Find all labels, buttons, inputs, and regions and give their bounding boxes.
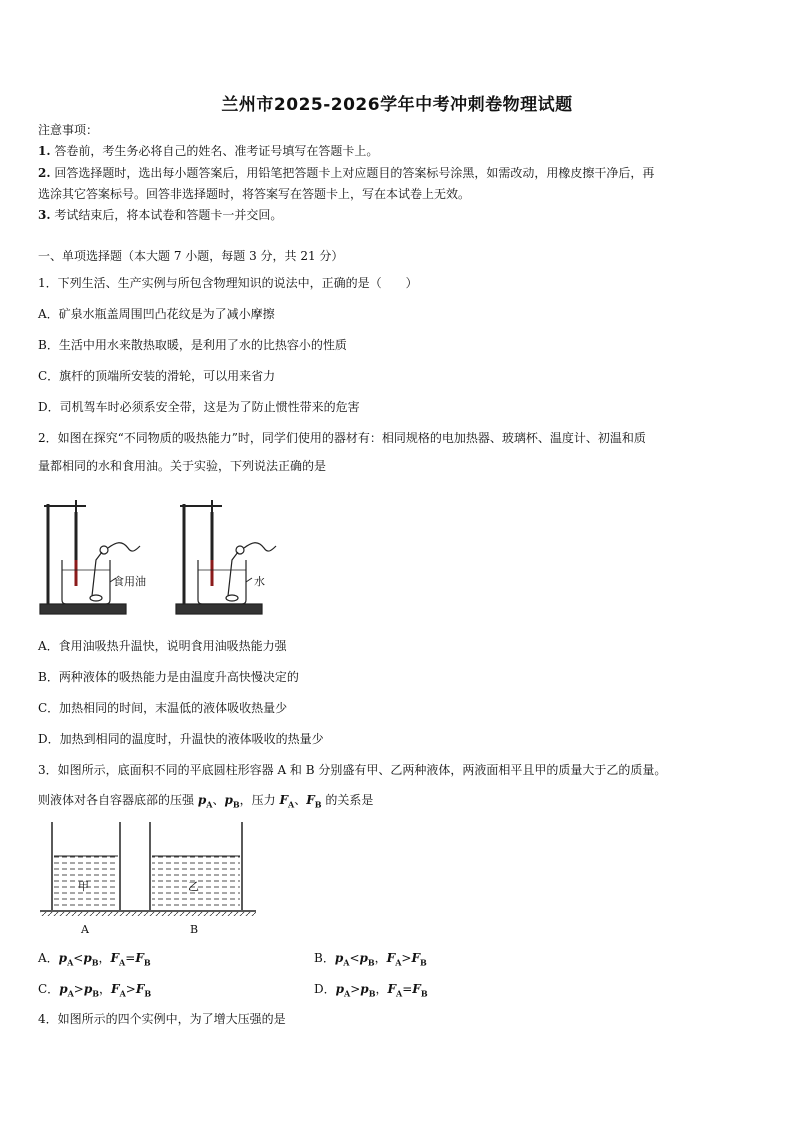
question-2-option-b: B．两种液体的吸热能力是由温度升高快慢决定的 xyxy=(38,670,299,684)
notice-item xyxy=(38,142,378,159)
label-container-a: A xyxy=(81,923,89,936)
container-b xyxy=(150,822,242,910)
question-4-stem: 4．如图所示的四个实例中，为了增大压强的是 xyxy=(38,1012,286,1026)
option-relation: = xyxy=(125,951,136,965)
option-relation: > xyxy=(125,982,136,996)
option-relation: > xyxy=(401,951,412,965)
option-letter: D． xyxy=(314,982,336,996)
label-oil: 食用油 xyxy=(113,575,146,588)
option-relation: < xyxy=(349,951,360,965)
notice-item-text: 回答选择题时，选出每小题答案后，用铅笔把答题卡上对应题目的答案标号涂黑，如需改动，用橡皮擦干净后，再 xyxy=(54,166,655,180)
container-a xyxy=(52,822,120,910)
label-container-b: B xyxy=(190,923,199,936)
option-relation: < xyxy=(73,951,84,965)
apparatus-oil xyxy=(40,500,140,614)
notice-item-continuation: 选涂其它答案标号。回答非选择题时，将答案写在答题卡上，写在本试卷上无效。 xyxy=(38,187,471,201)
question-1-option-d: D．司机驾车时必须系安全带，这是为了防止惯性带来的危害 xyxy=(38,400,360,414)
stem-text: 则液体对各自容器底部的压强 xyxy=(38,793,198,807)
page-title: 兰州市2025-2026学年中考冲刺卷物理试题 xyxy=(221,95,573,115)
question-3-option-b: B．$p_A<p_B$，$F_A>F_B$ xyxy=(314,951,427,968)
label-water: 水 xyxy=(254,575,265,588)
question-3-option-a: A．$p_A<p_B$，$F_A=F_B$ xyxy=(38,951,151,968)
question-2-stem-line2: 量都相同的水和食用油。关于实验，下列说法正确的是 xyxy=(38,459,327,473)
question-3-option-d: D．$p_A>p_B$，$F_A=F_B$ xyxy=(314,982,428,999)
notice-heading: 注意事项： xyxy=(38,123,99,137)
question-3-stem-line1: 3．如图所示，底面积不同的平底圆柱形容器 A 和 B 分别盛有甲、乙两种液体，两液面相平且甲的质量大于乙的质量。 xyxy=(38,763,667,777)
notice-item xyxy=(38,206,282,223)
question-3-option-c: C．$p_A>p_B$，$F_A>F_B$ xyxy=(38,982,152,999)
label-yi: 乙 xyxy=(188,880,199,893)
option-letter: B． xyxy=(314,951,335,965)
stem-text: 的关系是 xyxy=(321,793,374,807)
question-3-stem-line2: 则液体对各自容器底部的压强 $p_A$、$p_B$，压力 $F_A$、$F_B$ 的关系是 xyxy=(38,793,374,810)
option-relation: > xyxy=(350,982,361,996)
notice-item-number: 2. xyxy=(38,166,51,180)
notice-item-number: 1. xyxy=(38,144,51,158)
question-2-option-c: C．加热相同的时间，末温低的液体吸收热量少 xyxy=(38,701,288,715)
notice-item xyxy=(38,164,654,181)
question-2-figure xyxy=(36,490,286,620)
notice-item-number: 3. xyxy=(38,208,51,222)
question-1-option-c: C．旗杆的顶端所安装的滑轮，可以用来省力 xyxy=(38,369,276,383)
option-letter: A． xyxy=(38,951,59,965)
question-1-option-b: B．生活中用水来散热取暖，是利用了水的比热容小的性质 xyxy=(38,338,347,352)
question-1-stem: 1．下列生活、生产实例与所包含物理知识的说法中，正确的是（ ） xyxy=(38,276,418,290)
label-jia: 甲 xyxy=(78,880,89,893)
question-3-figure xyxy=(38,818,260,918)
apparatus-water xyxy=(176,500,276,614)
section-heading: 一、单项选择题（本大题 7 小题，每题 3 分，共 21 分） xyxy=(38,249,344,263)
option-letter: C． xyxy=(38,982,60,996)
question-2-option-a: A．食用油吸热升温快，说明食用油吸热能力强 xyxy=(38,639,287,653)
stem-text: ，压力 xyxy=(239,793,280,807)
question-2-stem-line1: 2．如图在探究“不同物质的吸热能力”时，同学们使用的器材有：相同规格的电加热器、玻璃杯、温度计、初温和质 xyxy=(38,431,646,445)
option-relation: > xyxy=(73,982,84,996)
option-relation: = xyxy=(402,982,413,996)
notice-item-text: 答卷前，考生务必将自己的姓名、准考证号填写在答题卡上。 xyxy=(54,144,379,158)
question-1-option-a: A．矿泉水瓶盖周围凹凸花纹是为了减小摩擦 xyxy=(38,307,275,321)
notice-item-text: 考试结束后，将本试卷和答题卡一并交回。 xyxy=(54,208,283,222)
question-2-option-d: D．加热到相同的温度时，升温快的液体吸收的热量少 xyxy=(38,732,324,746)
